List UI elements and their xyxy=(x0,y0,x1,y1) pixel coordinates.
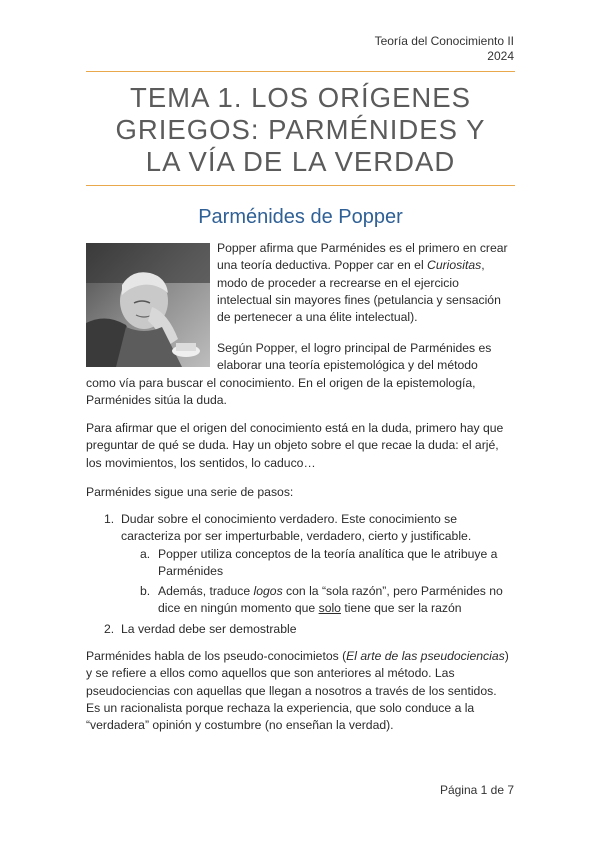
p1-curiositas: Curiositas xyxy=(427,258,482,273)
sublist-letter-a: a. xyxy=(140,547,151,561)
p5-book-title: El arte de las pseudociencias xyxy=(346,649,505,663)
section-heading: Parménides de Popper xyxy=(198,206,403,228)
sublist-b-text-4: tiene que ser la razón xyxy=(340,601,462,616)
sublist-b-line-2 xyxy=(158,600,518,617)
p1-line-2 xyxy=(86,257,518,274)
p5-text-1: Parménides habla de los pseudo-conocimietos ( xyxy=(86,649,347,663)
p3-line-1: Para afirmar que el origen del conocimiento está en la duda, primero hay que xyxy=(86,421,504,435)
p5-line-5: “verdadera” opinión y costumbre (no enseñan la verdad). xyxy=(86,718,394,733)
header-course: Teoría del Conocimiento II xyxy=(374,34,514,48)
list-item-1-line-2: caracteriza por ser imperturbable, verdadero, cierto y justificable. xyxy=(121,529,472,544)
page-header xyxy=(375,34,514,64)
paragraph-3 xyxy=(86,420,518,472)
sublist-b-line-1 xyxy=(158,583,518,600)
p1-line-4: intelectual sin mayores fines (petulancia y sensación xyxy=(217,292,501,307)
p2-line-4: Parménides sitúa la duda. xyxy=(86,392,227,407)
p1-line-5: de pertenecer a una élite intelectual). xyxy=(217,310,418,325)
p1-line-3: modo de proceder a recrearse en el ejercicio xyxy=(217,275,459,290)
sublist-b-logos: logos xyxy=(253,584,283,598)
title-line-3: LA VÍA DE LA VERDAD xyxy=(145,146,456,177)
p3-line-3: los movimientos, los sentidos, lo caduco… xyxy=(86,455,316,470)
sublist-b-text-2: con la “sola razón”, pero Parménides no xyxy=(282,584,503,598)
title-rule-bottom xyxy=(86,185,515,186)
p1-line-2-end: , xyxy=(481,258,485,273)
page-number: Página 1 de 7 xyxy=(439,783,514,797)
paragraph-5 xyxy=(86,648,518,734)
page-title xyxy=(86,82,515,178)
list-item-1 xyxy=(104,511,518,546)
p1-line-2-text: una teoría deductiva. Popper car en el xyxy=(217,258,428,273)
p1-line-1: Popper afirma que Parménides es el primero en crear xyxy=(217,241,508,255)
paragraph-1 xyxy=(86,240,518,326)
sublist-letter-b: b. xyxy=(140,584,151,598)
sublist-item-a xyxy=(140,546,518,581)
sublist-b-text-1: Además, traduce xyxy=(158,584,254,598)
sublist-a-line-2: Parménides xyxy=(158,564,224,579)
title-line-1: TEMA 1. LOS ORÍGENES xyxy=(130,82,471,113)
p3-line-2: preguntar de qué se duda. Hay un objeto sobre el que recae la duda: el arjé, xyxy=(86,438,499,453)
p2-line-3: como vía para buscar el conocimiento. En el origen de la epistemología, xyxy=(86,375,476,390)
p2-line-1: Según Popper, el logro principal de Parménides es xyxy=(217,341,492,355)
p5-line-1 xyxy=(86,648,518,665)
list-item-2-line-1: La verdad debe ser demostrable xyxy=(121,622,297,636)
sublist-item-b xyxy=(140,583,518,618)
paragraph-4: Parménides sigue una serie de pasos: xyxy=(86,485,294,499)
header-year: 2024 xyxy=(487,49,514,63)
list-number-2: 2. xyxy=(104,622,115,636)
sublist-b-solo: solo xyxy=(318,601,341,616)
list-item-1-line-1: Dudar sobre el conocimiento verdadero. Este conocimiento se xyxy=(121,512,458,526)
p5-text-2: ) xyxy=(504,649,509,663)
list-number-1: 1. xyxy=(104,512,115,526)
title-rule-top xyxy=(86,71,515,72)
paragraph-2 xyxy=(86,340,518,409)
title-line-2: GRIEGOS: PARMÉNIDES Y xyxy=(115,114,486,145)
p5-line-4: Es un racionalista porque rechaza la experiencia, que solo conduce a la xyxy=(86,700,475,715)
sublist-b-text-3: dice en ningún momento que xyxy=(158,601,319,616)
sublist-a-line-1: Popper utiliza conceptos de la teoría analítica que le atribuye a xyxy=(158,547,498,561)
list-item-2 xyxy=(104,621,518,638)
p5-line-3: pseudociencias con aquellas que llegan a nosotros a través de los sentidos. xyxy=(86,683,497,698)
p5-line-2: y se refiere a ellos como aquellos que son anteriores al método. Las xyxy=(86,666,455,681)
p2-line-2: elaborar una teoría epistemológica y del método xyxy=(217,358,478,373)
